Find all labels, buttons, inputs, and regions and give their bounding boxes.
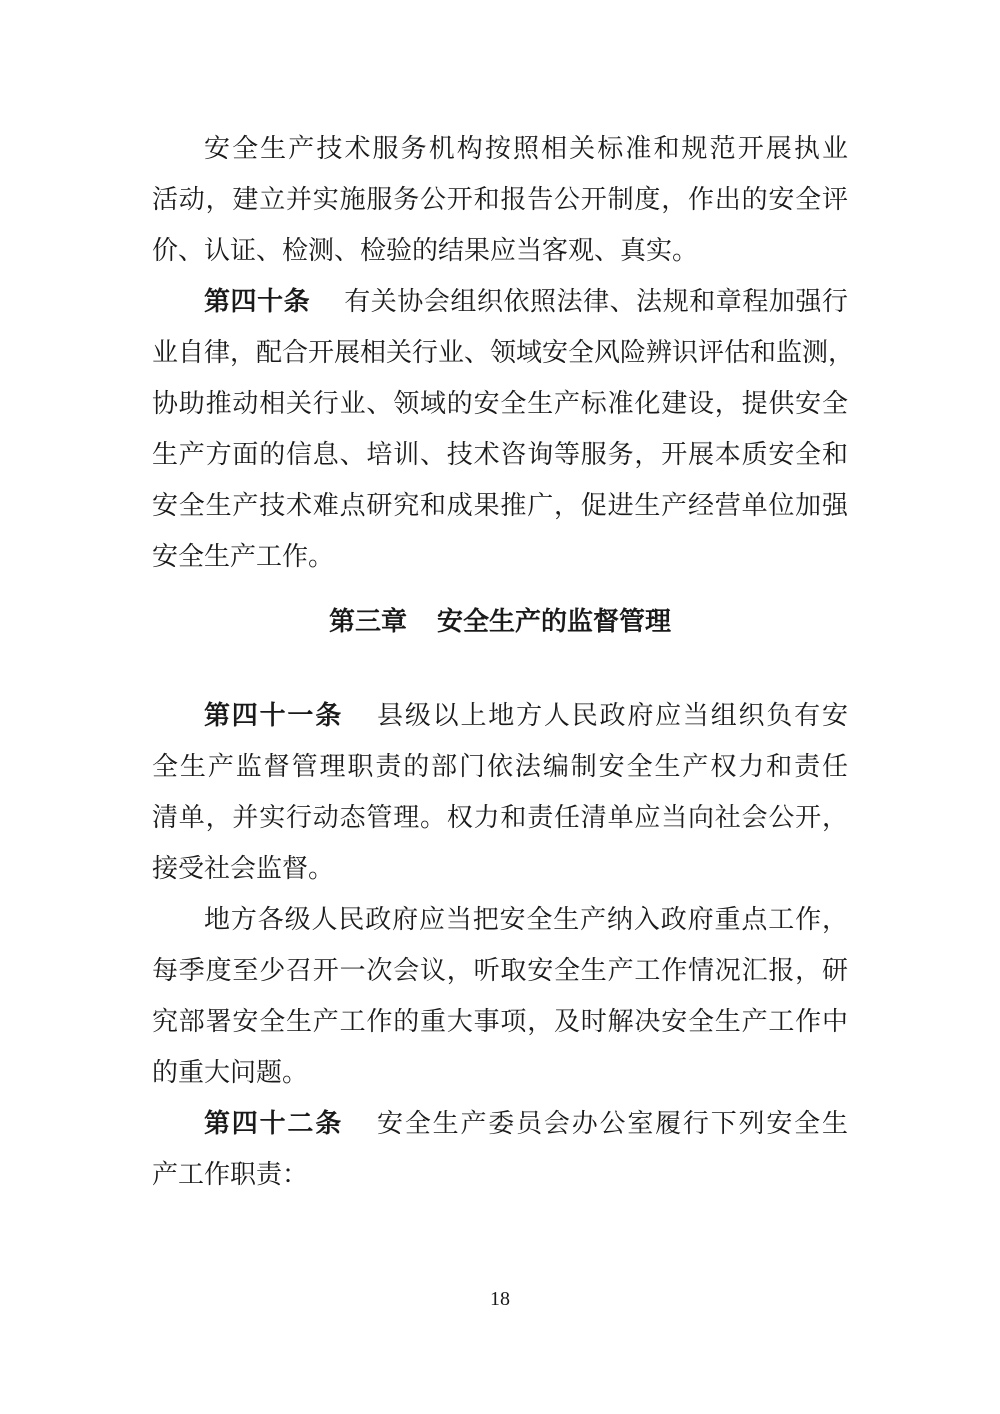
chapter-title: 安全生产的监督管理 — [437, 607, 672, 637]
article-label: 第四十一条 — [204, 701, 344, 731]
paragraph-line: 活动，建立并实施服务公开和报告公开制度，作出的安全评 — [152, 185, 848, 215]
article-label: 第四十条 — [204, 287, 311, 317]
paragraph-line: 安全生产工作。 — [152, 542, 335, 572]
paragraph-line: 清单，并实行动态管理。权力和责任清单应当向社会公开， — [152, 803, 848, 833]
paragraph-line: 接受社会监督。 — [152, 854, 335, 884]
article-label: 第四十二条 — [204, 1109, 344, 1139]
paragraph-line: 协助推动相关行业、领域的安全生产标准化建设，提供安全 — [152, 389, 848, 419]
article-text: 县级以上地方人民政府应当组织负有安 — [377, 701, 848, 731]
article-text: 有关协会组织依照法律、法规和章程加强行 — [344, 287, 848, 317]
paragraph-line: 每季度至少召开一次会议，听取安全生产工作情况汇报，研 — [152, 956, 848, 986]
paragraph-line: 的重大问题。 — [152, 1058, 309, 1088]
paragraph-line: 地方各级人民政府应当把安全生产纳入政府重点工作， — [204, 905, 848, 935]
chapter-number: 第三章 — [328, 607, 407, 637]
article-text: 安全生产委员会办公室履行下列安全生 — [377, 1109, 848, 1139]
paragraph-line: 安全生产技术服务机构按照相关标准和规范开展执业 — [204, 134, 848, 164]
paragraph-line: 安全生产技术难点研究和成果推广，促进生产经营单位加强 — [152, 491, 848, 521]
paragraph-line: 产工作职责： — [152, 1160, 309, 1190]
paragraph-line: 全生产监督管理职责的部门依法编制安全生产权力和责任 — [152, 752, 848, 782]
page-number: 18 — [490, 1288, 510, 1310]
paragraph-line: 价、认证、检测、检验的结果应当客观、真实。 — [152, 236, 699, 266]
paragraph-line: 生产方面的信息、培训、技术咨询等服务，开展本质安全和 — [152, 440, 848, 470]
paragraph-line: 究部署安全生产工作的重大事项，及时解决安全生产工作中 — [152, 1007, 848, 1037]
chapter-heading — [0, 592, 1000, 652]
paragraph-line: 业自律，配合开展相关行业、领域安全风险辨识评估和监测， — [152, 338, 855, 368]
